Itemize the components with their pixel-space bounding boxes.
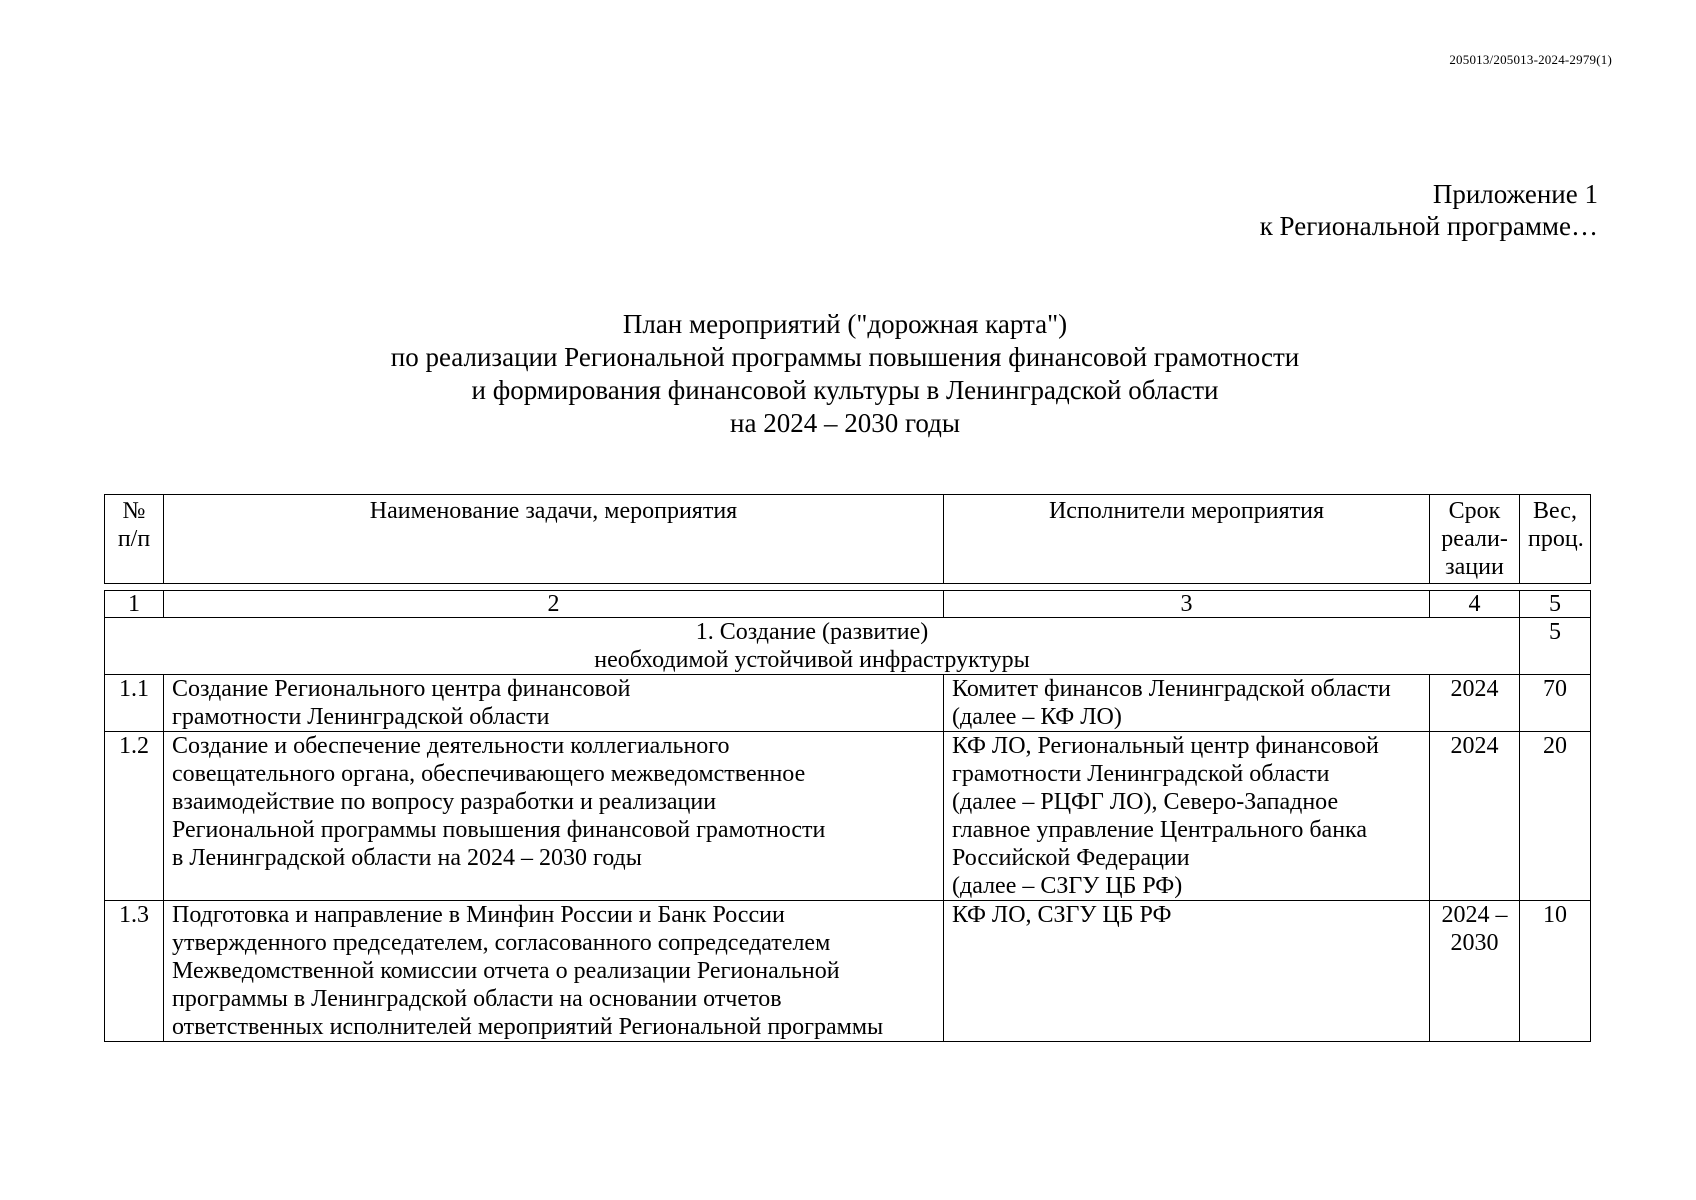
appendix-line-1: Приложение 1 <box>1432 179 1598 209</box>
row-weight: 70 <box>1520 675 1591 732</box>
row-num: 1.3 <box>105 901 164 1042</box>
section-weight: 5 <box>1520 618 1591 675</box>
header-term: Срок реали- зации <box>1430 495 1520 584</box>
column-number: 1 <box>105 591 164 618</box>
header-weight: Вес, проц. <box>1520 495 1591 584</box>
appendix-line-2: к Региональной программе… <box>1259 211 1598 241</box>
row-term: 2024 <box>1430 732 1520 901</box>
row-executors: КФ ЛО, Региональный центр финансовой грамотности Ленинградской области (далее – РЦФГ ЛО), Северо-Западное главное управление Центрального банка Российской Федерации (далее – СЗГУ ЦБ РФ) <box>944 732 1430 901</box>
table-header-row <box>105 495 1591 584</box>
header-executors: Исполнители мероприятия <box>944 495 1430 584</box>
row-num: 1.1 <box>105 675 164 732</box>
column-number: 5 <box>1520 591 1591 618</box>
section-row <box>105 618 1591 675</box>
row-term: 2024 – 2030 <box>1430 901 1520 1042</box>
row-executors: Комитет финансов Ленинградской области (далее – КФ ЛО) <box>944 675 1430 732</box>
document-title <box>0 308 1690 440</box>
table-row <box>105 901 1591 1042</box>
header-gap <box>105 584 1591 591</box>
title-line-3: и формирования финансовой культуры в Ленинградской области <box>471 375 1219 405</box>
row-weight: 10 <box>1520 901 1591 1042</box>
row-executors: КФ ЛО, СЗГУ ЦБ РФ <box>944 901 1430 1042</box>
column-number: 3 <box>944 591 1430 618</box>
row-weight: 20 <box>1520 732 1591 901</box>
section-title: 1. Создание (развитие) необходимой устойчивой инфраструктуры <box>105 618 1520 675</box>
table-row <box>105 732 1591 901</box>
column-number: 2 <box>164 591 944 618</box>
roadmap-table <box>104 494 1591 1042</box>
title-line-1: План мероприятий ("дорожная карта") <box>622 309 1068 339</box>
row-name: Подготовка и направление в Минфин России и Банк России утвержденного председателем, согласованного сопредседателем Межведомственной комиссии отчета о реализации Региональной программы в Ленинградской области на основании отчетов ответственных исполнителей мероприятий Региональной программы <box>164 901 944 1042</box>
title-line-4: на 2024 – 2030 годы <box>730 408 960 438</box>
header-name: Наименование задачи, мероприятия <box>164 495 944 584</box>
row-name: Создание и обеспечение деятельности коллегиального совещательного органа, обеспечивающего межведомственное взаимодействие по вопросу разработки и реализации Региональной программы повышения финансовой грамотности в Ленинградской области на 2024 – 2030 годы <box>164 732 944 901</box>
document-id: 205013/205013-2024-2979(1) <box>1449 52 1612 67</box>
column-numbers-row <box>105 591 1591 618</box>
table-row <box>105 675 1591 732</box>
appendix-label <box>1260 178 1598 242</box>
row-name: Создание Регионального центра финансовой грамотности Ленинградской области <box>164 675 944 732</box>
title-line-2: по реализации Региональной программы повышения финансовой грамотности <box>390 342 1300 372</box>
header-num: № п/п <box>105 495 164 584</box>
row-num: 1.2 <box>105 732 164 901</box>
row-term: 2024 <box>1430 675 1520 732</box>
column-number: 4 <box>1430 591 1520 618</box>
